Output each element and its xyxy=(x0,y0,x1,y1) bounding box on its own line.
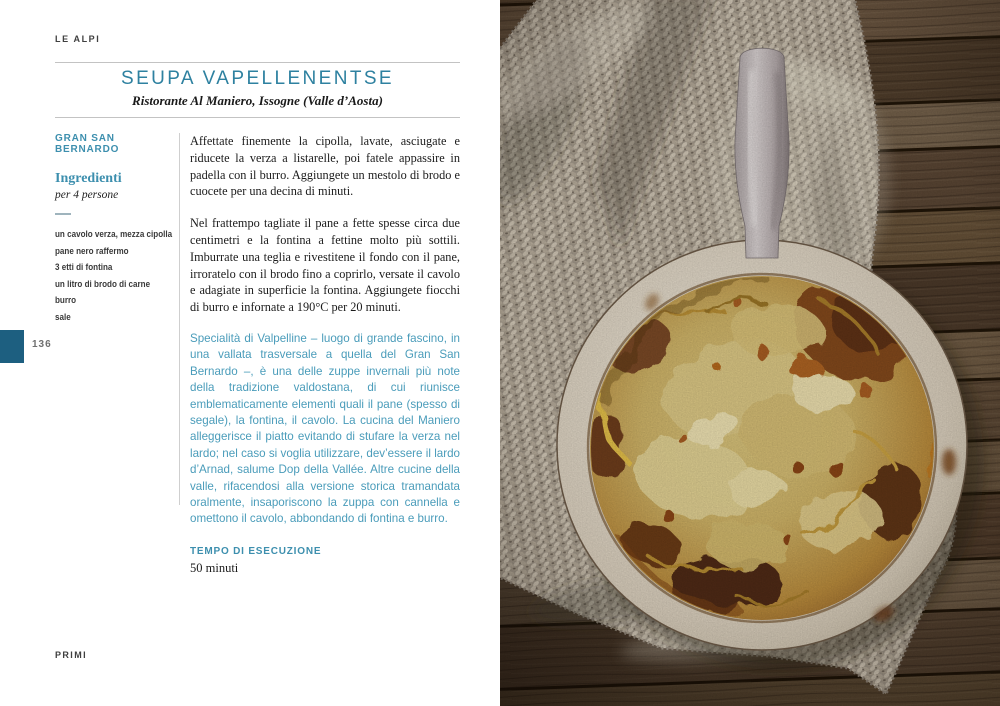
page-title: SEUPA VAPELLENENTSE xyxy=(121,68,394,89)
ingredient-item: sale xyxy=(55,311,71,323)
ingredients-heading: Ingredienti xyxy=(55,171,122,186)
ingredient-item: burro xyxy=(55,295,77,306)
recipe-body xyxy=(180,133,460,576)
page-subtitle: Ristorante Al Maniero, Issogne (Valle d’Aosta) xyxy=(132,93,383,108)
page-number-tab xyxy=(0,330,24,363)
page-content xyxy=(55,133,460,576)
chapter-footer: PRIMI xyxy=(55,650,88,660)
photo-vignette xyxy=(500,0,1000,706)
dish-photo-graphic xyxy=(500,0,1000,706)
time-value: 50 minuti xyxy=(190,560,239,575)
sidebar-dash xyxy=(55,213,71,215)
divider-line-mid xyxy=(55,117,460,118)
recipe-paragraph: Nel frattempo tagliate il pane a fette spesse circa due centimetri e la fontina a fettine molto più sottili. Imburrate una teglia e rivestitene il fondo con il pane, irroratelo con il brodo fino a coprirlo, versate il cavolo e adagiate in superficie la fontina. Aggiungete fiocchi di burro e infornate a 190°C per 20 minuti. xyxy=(190,216,460,315)
ingredient-item: un cavolo verza, mezza cipolla xyxy=(55,229,173,240)
ingredient-item: un litro di brodo di carne xyxy=(55,278,151,290)
dish-photo xyxy=(500,0,1000,706)
recipe-paragraph: Affettate finemente la cipolla, lavate, asciugate e riducete la verza a listarelle, poi fatele appassire in padella con il burro. Aggiungete un mestolo di brodo e cuocete per una decina di minuti. xyxy=(190,134,460,199)
region-label: GRAN SAN BERNARDO xyxy=(55,133,120,155)
page-number: 136 xyxy=(32,339,52,350)
recipe-note: Specialità di Valpelline – luogo di grande fascino, in una vallata trasversale a quella del Gran San Bernardo –, è una delle zuppe invernali più note della tradizione valdostana, di cui riunisce emblematicamente elementi quali il pane (spesso di segale), la fontina, il cavolo. La cucina del Maniero alleggerisce il piatto evitando di stufare la verza nel lardo; nel caso si voglia utilizzare, dev’essere il lardo d’Arnad, salume Dop della Vallée. Altre cucine della valle, rifacendosi alla versione storica tramandata oralmente, insaporiscono la zuppa con cannella e omettono il cavolo, abbondando di fontina e burro. xyxy=(190,331,460,526)
ingredient-item: pane nero raffermo xyxy=(55,245,129,257)
time-heading: TEMPO DI ESECUZIONE xyxy=(190,545,322,557)
ingredients-list xyxy=(55,227,179,326)
ingredients-sidebar xyxy=(55,133,179,576)
divider-line-top xyxy=(55,62,460,63)
section-label: LE ALPI xyxy=(55,34,101,44)
serving-note: per 4 persone xyxy=(55,189,119,201)
ingredient-item: 3 etti di fontina xyxy=(55,262,113,273)
